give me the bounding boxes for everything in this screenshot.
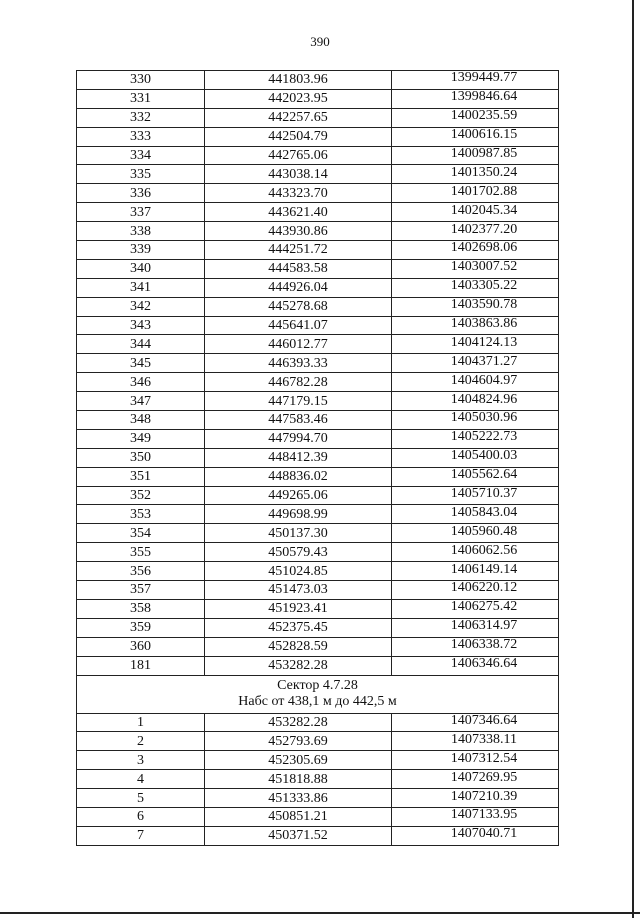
coordinates-table-body-bottom: [77, 713, 559, 845]
y-coordinate-value: 1404371.27: [450, 353, 518, 369]
x-coordinate-cell: [205, 505, 392, 524]
y-coordinate-cell: [392, 524, 559, 543]
y-coordinate-cell: [392, 259, 559, 278]
x-coordinate-value: 442765.06: [268, 148, 328, 163]
y-coordinate-value: 1404124.13: [450, 334, 518, 350]
x-coordinate-value: 450137.30: [268, 525, 328, 541]
table-row: [77, 448, 559, 467]
table-row: [77, 751, 559, 770]
x-coordinate-cell: [205, 467, 392, 486]
point-number-cell: [77, 486, 205, 505]
point-number-value: 353: [130, 506, 151, 522]
x-coordinate-value: 444251.72: [268, 242, 328, 258]
y-coordinate-value: 1404824.96: [450, 391, 518, 407]
x-coordinate-value: 452375.45: [268, 620, 328, 636]
x-coordinate-cell: [205, 524, 392, 543]
point-number-cell: [77, 71, 205, 90]
point-number-value: 337: [130, 204, 151, 220]
x-coordinate-cell: [205, 89, 392, 108]
y-coordinate-cell: [392, 789, 559, 808]
y-coordinate-value: 1401350.24: [450, 164, 518, 180]
point-number-cell: [77, 89, 205, 108]
point-number-cell: [77, 656, 205, 675]
table-row: [77, 354, 559, 373]
table-row: [77, 297, 559, 316]
table-row: [77, 165, 559, 184]
table-row: [77, 562, 559, 581]
x-coordinate-cell: [205, 354, 392, 373]
point-number-value: 358: [130, 601, 151, 617]
point-number-cell: [77, 713, 205, 732]
point-number-value: 357: [130, 582, 151, 598]
point-number-value: 1: [137, 714, 144, 730]
y-coordinate-cell: [392, 146, 559, 165]
x-coordinate-value: 452793.69: [268, 733, 328, 749]
y-coordinate-value: 1406220.12: [450, 580, 518, 596]
x-coordinate-value: 450851.21: [268, 809, 328, 825]
y-coordinate-cell: [392, 335, 559, 354]
point-number-cell: [77, 392, 205, 411]
point-number-cell: [77, 807, 205, 826]
x-coordinate-cell: [205, 618, 392, 637]
x-coordinate-value: 446782.28: [268, 374, 328, 390]
y-coordinate-value: 1407133.95: [450, 807, 518, 823]
y-coordinate-cell: [392, 543, 559, 562]
y-coordinate-value: 1405562.64: [450, 467, 518, 483]
table-row: [77, 826, 559, 845]
y-coordinate-value: 1405960.48: [450, 523, 518, 539]
x-coordinate-value: 443621.40: [268, 204, 328, 220]
y-coordinate-cell: [392, 486, 559, 505]
x-coordinate-value: 453282.28: [268, 658, 328, 674]
table-row: [77, 467, 559, 486]
x-coordinate-cell: [205, 543, 392, 562]
table-row: [77, 411, 559, 430]
point-number-cell: [77, 467, 205, 486]
x-coordinate-value: 447583.46: [268, 412, 328, 428]
y-coordinate-value: 1406346.64: [450, 656, 518, 672]
x-coordinate-value: 450371.52: [268, 828, 328, 844]
point-number-value: 181: [130, 658, 151, 674]
x-coordinate-cell: [205, 732, 392, 751]
table-row: [77, 429, 559, 448]
y-coordinate-cell: [392, 505, 559, 524]
coordinates-table: [76, 70, 559, 846]
y-coordinate-cell: [392, 127, 559, 146]
table-row: [77, 392, 559, 411]
y-coordinate-value: 1407210.39: [450, 788, 518, 804]
y-coordinate-value: 1401702.88: [450, 183, 518, 199]
page-edge-right: [632, 0, 634, 918]
point-number-value: 350: [130, 450, 151, 466]
point-number-value: 5: [137, 790, 144, 806]
point-number-value: 345: [130, 355, 151, 371]
x-coordinate-cell: [205, 562, 392, 581]
x-coordinate-cell: [205, 826, 392, 845]
table-row: [77, 108, 559, 127]
point-number-cell: [77, 146, 205, 165]
y-coordinate-value: 1405030.96: [450, 410, 518, 426]
y-coordinate-value: 1402377.20: [450, 221, 518, 237]
point-number-value: 6: [137, 809, 144, 825]
point-number-value: 344: [130, 336, 151, 352]
y-coordinate-cell: [392, 467, 559, 486]
point-number-value: 356: [130, 563, 151, 579]
x-coordinate-value: 448836.02: [268, 469, 328, 485]
x-coordinate-value: 451818.88: [268, 771, 328, 787]
point-number-value: 351: [130, 469, 151, 485]
table-row: [77, 505, 559, 524]
x-coordinate-value: 451473.03: [268, 582, 328, 598]
y-coordinate-cell: [392, 618, 559, 637]
section-subtitle: Набс от 438,1 м до 442,5 м: [238, 694, 397, 709]
point-number-value: 331: [130, 91, 151, 107]
point-number-value: 339: [130, 242, 151, 258]
y-coordinate-cell: [392, 826, 559, 845]
point-number-cell: [77, 524, 205, 543]
y-coordinate-cell: [392, 392, 559, 411]
point-number-cell: [77, 278, 205, 297]
y-coordinate-cell: [392, 713, 559, 732]
x-coordinate-cell: [205, 203, 392, 222]
x-coordinate-cell: [205, 581, 392, 600]
point-number-value: 338: [130, 223, 151, 239]
point-number-value: 3: [137, 752, 144, 768]
point-number-cell: [77, 448, 205, 467]
x-coordinate-value: 448412.39: [268, 450, 328, 466]
table-row: [77, 732, 559, 751]
y-coordinate-cell: [392, 108, 559, 127]
y-coordinate-value: 1406338.72: [450, 637, 518, 653]
y-coordinate-cell: [392, 807, 559, 826]
point-number-value: 352: [130, 488, 151, 504]
point-number-cell: [77, 127, 205, 146]
y-coordinate-value: 1402698.06: [450, 240, 518, 256]
y-coordinate-value: 1407269.95: [450, 769, 518, 785]
y-coordinate-value: 1406314.97: [450, 618, 518, 634]
point-number-cell: [77, 770, 205, 789]
table-row: [77, 486, 559, 505]
table-row: [77, 581, 559, 600]
y-coordinate-cell: [392, 637, 559, 656]
coordinates-table-body-top: [77, 71, 559, 676]
x-coordinate-cell: [205, 373, 392, 392]
y-coordinate-value: 1403590.78: [450, 297, 518, 313]
point-number-cell: [77, 259, 205, 278]
x-coordinate-value: 443930.86: [268, 223, 328, 239]
x-coordinate-cell: [205, 241, 392, 260]
table-row: [77, 789, 559, 808]
y-coordinate-cell: [392, 732, 559, 751]
point-number-cell: [77, 789, 205, 808]
x-coordinate-cell: [205, 278, 392, 297]
y-coordinate-cell: [392, 411, 559, 430]
x-coordinate-cell: [205, 486, 392, 505]
x-coordinate-value: 445278.68: [268, 299, 328, 315]
point-number-value: 342: [130, 299, 151, 315]
x-coordinate-value: 446012.77: [268, 336, 328, 352]
point-number-cell: [77, 751, 205, 770]
point-number-cell: [77, 184, 205, 203]
x-coordinate-cell: [205, 127, 392, 146]
table-row: [77, 89, 559, 108]
point-number-cell: [77, 165, 205, 184]
y-coordinate-cell: [392, 751, 559, 770]
x-coordinate-cell: [205, 392, 392, 411]
x-coordinate-value: 443323.70: [268, 185, 328, 201]
y-coordinate-value: 1404604.97: [450, 372, 518, 388]
y-coordinate-cell: [392, 316, 559, 335]
x-coordinate-cell: [205, 637, 392, 656]
point-number-value: 343: [130, 318, 151, 334]
point-number-cell: [77, 373, 205, 392]
table-row: [77, 713, 559, 732]
table-row: [77, 807, 559, 826]
y-coordinate-cell: [392, 241, 559, 260]
y-coordinate-value: 1402045.34: [450, 202, 518, 218]
point-number-value: 347: [130, 393, 151, 409]
x-coordinate-cell: [205, 222, 392, 241]
y-coordinate-cell: [392, 203, 559, 222]
x-coordinate-value: 446393.33: [268, 355, 328, 371]
point-number-cell: [77, 599, 205, 618]
y-coordinate-cell: [392, 656, 559, 675]
x-coordinate-value: 449265.06: [268, 488, 328, 504]
x-coordinate-value: 445641.07: [268, 318, 328, 334]
x-coordinate-value: 452828.59: [268, 639, 328, 655]
point-number-value: 7: [137, 828, 144, 844]
table-row: [77, 222, 559, 241]
point-number-value: 332: [130, 110, 151, 126]
y-coordinate-value: 1407346.64: [450, 713, 518, 728]
y-coordinate-value: 1399846.64: [450, 89, 518, 105]
x-coordinate-value: 442023.95: [268, 91, 328, 107]
x-coordinate-value: 447179.15: [268, 393, 328, 409]
table-row: [77, 203, 559, 222]
table-row: [77, 241, 559, 260]
point-number-value: 330: [130, 72, 151, 88]
point-number-cell: [77, 505, 205, 524]
y-coordinate-value: 1399449.77: [450, 70, 518, 86]
y-coordinate-value: 1403305.22: [450, 278, 518, 294]
y-coordinate-value: 1405222.73: [450, 429, 518, 445]
x-coordinate-cell: [205, 165, 392, 184]
y-coordinate-value: 1406275.42: [450, 599, 518, 615]
x-coordinate-value: 451333.86: [268, 790, 328, 806]
x-coordinate-cell: [205, 108, 392, 127]
y-coordinate-cell: [392, 222, 559, 241]
y-coordinate-cell: [392, 278, 559, 297]
page-number: 390: [310, 34, 330, 49]
point-number-value: 355: [130, 544, 151, 560]
y-coordinate-value: 1407312.54: [450, 750, 518, 766]
x-coordinate-cell: [205, 259, 392, 278]
y-coordinate-cell: [392, 71, 559, 90]
point-number-value: 334: [130, 148, 151, 163]
table-row: [77, 146, 559, 165]
x-coordinate-cell: [205, 316, 392, 335]
page-edge-bottom: [0, 912, 640, 914]
section-header-row: [77, 675, 559, 713]
table-row: [77, 184, 559, 203]
y-coordinate-value: 1400235.59: [450, 108, 518, 124]
point-number-cell: [77, 108, 205, 127]
point-number-cell: [77, 335, 205, 354]
y-coordinate-value: 1400987.85: [450, 146, 518, 161]
y-coordinate-cell: [392, 429, 559, 448]
x-coordinate-value: 442257.65: [268, 110, 328, 126]
x-coordinate-value: 451024.85: [268, 563, 328, 579]
table-row: [77, 637, 559, 656]
y-coordinate-value: 1405710.37: [450, 486, 518, 502]
table-row: [77, 599, 559, 618]
point-number-cell: [77, 562, 205, 581]
x-coordinate-cell: [205, 713, 392, 732]
table-row: [77, 316, 559, 335]
point-number-value: 359: [130, 620, 151, 636]
point-number-value: 2: [137, 733, 144, 749]
point-number-cell: [77, 429, 205, 448]
table-row: [77, 618, 559, 637]
x-coordinate-cell: [205, 599, 392, 618]
x-coordinate-value: 442504.79: [268, 129, 328, 145]
point-number-value: 360: [130, 639, 151, 655]
section-title: Сектор 4.7.28: [277, 678, 358, 693]
x-coordinate-value: 450579.43: [268, 544, 328, 560]
table-row: [77, 524, 559, 543]
x-coordinate-cell: [205, 335, 392, 354]
point-number-value: 349: [130, 431, 151, 447]
point-number-cell: [77, 637, 205, 656]
x-coordinate-value: 453282.28: [268, 714, 328, 730]
table-row: [77, 335, 559, 354]
point-number-cell: [77, 241, 205, 260]
x-coordinate-value: 443038.14: [268, 166, 328, 182]
x-coordinate-value: 444926.04: [268, 280, 328, 296]
x-coordinate-value: 451923.41: [268, 601, 328, 617]
y-coordinate-value: 1405400.03: [450, 448, 518, 464]
table-row: [77, 543, 559, 562]
point-number-cell: [77, 411, 205, 430]
x-coordinate-cell: [205, 184, 392, 203]
x-coordinate-cell: [205, 751, 392, 770]
table-row: [77, 259, 559, 278]
point-number-value: 346: [130, 374, 151, 390]
x-coordinate-cell: [205, 429, 392, 448]
point-number-cell: [77, 732, 205, 751]
table-row: [77, 770, 559, 789]
table-row: [77, 278, 559, 297]
section-header-cell: [77, 675, 559, 713]
y-coordinate-value: 1400616.15: [450, 127, 518, 143]
point-number-cell: [77, 618, 205, 637]
x-coordinate-cell: [205, 807, 392, 826]
y-coordinate-value: 1403007.52: [450, 259, 518, 275]
x-coordinate-cell: [205, 411, 392, 430]
y-coordinate-cell: [392, 599, 559, 618]
y-coordinate-value: 1406149.14: [450, 561, 518, 577]
y-coordinate-value: 1407338.11: [451, 731, 517, 747]
point-number-value: 340: [130, 261, 151, 277]
y-coordinate-cell: [392, 354, 559, 373]
y-coordinate-value: 1403863.86: [450, 316, 518, 332]
y-coordinate-cell: [392, 184, 559, 203]
x-coordinate-cell: [205, 656, 392, 675]
x-coordinate-cell: [205, 297, 392, 316]
x-coordinate-value: 449698.99: [268, 506, 328, 522]
y-coordinate-cell: [392, 165, 559, 184]
x-coordinate-cell: [205, 146, 392, 165]
x-coordinate-cell: [205, 770, 392, 789]
y-coordinate-value: 1406062.56: [450, 542, 518, 558]
x-coordinate-value: 447994.70: [268, 431, 328, 447]
point-number-value: 335: [130, 166, 151, 182]
x-coordinate-value: 444583.58: [268, 261, 328, 277]
point-number-value: 348: [130, 412, 151, 428]
table-row: [77, 373, 559, 392]
y-coordinate-cell: [392, 562, 559, 581]
y-coordinate-cell: [392, 297, 559, 316]
point-number-value: 333: [130, 129, 151, 145]
point-number-cell: [77, 316, 205, 335]
point-number-cell: [77, 581, 205, 600]
table-row: [77, 127, 559, 146]
y-coordinate-cell: [392, 581, 559, 600]
point-number-cell: [77, 543, 205, 562]
point-number-value: 336: [130, 185, 151, 201]
table-row: [77, 656, 559, 675]
x-coordinate-cell: [205, 448, 392, 467]
y-coordinate-cell: [392, 770, 559, 789]
table-row: [77, 71, 559, 90]
x-coordinate-value: 452305.69: [268, 752, 328, 768]
y-coordinate-value: 1407040.71: [450, 826, 518, 842]
point-number-cell: [77, 354, 205, 373]
point-number-value: 354: [130, 525, 151, 541]
x-coordinate-cell: [205, 71, 392, 90]
y-coordinate-cell: [392, 89, 559, 108]
point-number-value: 341: [130, 280, 151, 296]
x-coordinate-value: 441803.96: [268, 72, 328, 88]
y-coordinate-cell: [392, 448, 559, 467]
section-header: [77, 675, 559, 713]
point-number-cell: [77, 826, 205, 845]
point-number-cell: [77, 203, 205, 222]
y-coordinate-cell: [392, 373, 559, 392]
y-coordinate-value: 1405843.04: [450, 504, 518, 520]
point-number-cell: [77, 297, 205, 316]
point-number-cell: [77, 222, 205, 241]
x-coordinate-cell: [205, 789, 392, 808]
point-number-value: 4: [137, 771, 144, 787]
